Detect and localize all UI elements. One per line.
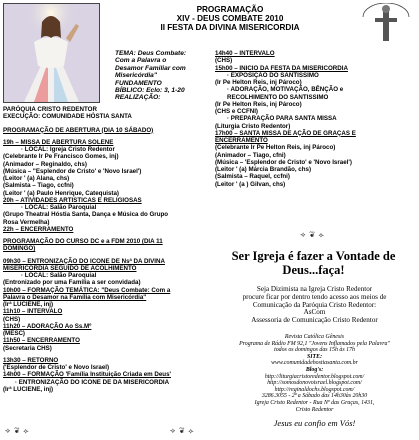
schedule-item: RECOLHIMENTO DO SANTISSIMO bbox=[227, 93, 329, 101]
contact-line: Igreja Cristo Redentor - Rua Nº das Graças, 1431, bbox=[254, 399, 375, 406]
contact-line: 3286.3055 - 2ª a Sábado das 14h30às 20h30 bbox=[261, 393, 368, 400]
schedule-item: · ADORAÇÃO, MOTIVAÇÃO, BÊNÇÃO e bbox=[227, 86, 344, 94]
blog-link[interactable]: http://somosdonovoisrael.blogspot.com/ bbox=[267, 380, 362, 387]
schedule-item: (CHS e CCFNI) bbox=[215, 108, 258, 115]
schedule-item: ('Esplendor de Cristo' e Novo Israel) bbox=[3, 364, 110, 371]
schedule-item: 11h50 – ENCERRAMENTO bbox=[3, 337, 80, 345]
divine-mercy-image bbox=[3, 3, 100, 103]
info-line: procure ficar por dentro tendo acesso aos meios de bbox=[242, 292, 387, 301]
schedule-item: ENCERRAMENTO bbox=[215, 137, 268, 144]
schedule-item: 14h00 – FORMAÇÃO 'Família Instituição Criada em Deus' bbox=[3, 371, 171, 379]
parish-logo bbox=[357, 3, 415, 43]
schedule-item: (Ir Pe Helton Reis, inj Pároco) bbox=[215, 100, 302, 108]
schedule-item: 11h20 – ADORAÇÃO Ao Ss.Mº bbox=[3, 322, 92, 330]
schedule-item: (Música – "Esplendor de Cristo' e 'Novo Israel') bbox=[3, 167, 142, 175]
schedule-item: (Entronizado por uma Família a ser convidada) bbox=[3, 279, 141, 287]
tema-line: Misericórdia" bbox=[115, 72, 157, 80]
slogan-line: Ser Igreja é fazer a Vontade de bbox=[231, 249, 396, 263]
ornament-divider: ⟢ ❦ ⟣ bbox=[5, 428, 30, 435]
dizimista-info bbox=[212, 286, 417, 325]
right-column-schedule bbox=[215, 50, 415, 188]
info-line: Seja Dizimista na Igreja Cristo Redentor bbox=[256, 285, 373, 293]
schedule-item: · ENTRONIZAÇÃO DO ICONE DE DA MISERICORDIA bbox=[15, 378, 170, 386]
schedule-item: 14h40 – INTERVALO bbox=[215, 50, 275, 57]
schedule-item: · PREPARAÇÃO PARA SANTA MISSA bbox=[227, 115, 337, 123]
curso-section-title: DOMINGO) bbox=[3, 245, 36, 253]
contact-line: Cristo Redentor bbox=[295, 406, 334, 413]
schedule-item: (Música – 'Esplendor de Cristo' e 'Novo Israel') bbox=[215, 158, 352, 166]
closing-phrase: Jesus eu confio em Vós! bbox=[273, 418, 356, 428]
schedule-item: · EXPOSIÇÃO DO SANTISSIMO bbox=[227, 71, 319, 79]
schedule-item: (Animador – Tiago, cfni) bbox=[215, 151, 286, 159]
schedule-item: MISERICÓRDIA SEGUIDO DE ACOLHIMENTO bbox=[3, 264, 137, 272]
schedule-item: · LOCAL: Salão Paroquial bbox=[21, 272, 97, 279]
schedule-item: 15h00 – INICIO DA FESTA DA MISERICORDIA bbox=[215, 64, 348, 72]
schedule-item: (Leitor ' (a ) Gilvan, chs) bbox=[215, 180, 286, 188]
schedule-item: (Liturgia Cristo Redentor) bbox=[215, 122, 291, 130]
blogs-label: Blog's: bbox=[305, 366, 324, 373]
org-line: PARÓQUIA CRISTO REDENTOR bbox=[3, 106, 97, 113]
header-festa: II FESTA DA DIVINA MISERICORDIA bbox=[160, 23, 300, 32]
schedule-item: (CHS) bbox=[3, 315, 21, 323]
schedule-item: 22h – ENCERRAMENTO bbox=[3, 225, 74, 233]
contact-line: Revista Católica Gênesis bbox=[284, 334, 345, 340]
program-header bbox=[100, 5, 360, 32]
schedule-item: Palavra o Desamor na Família com Misericórdia" bbox=[3, 293, 147, 301]
info-line: Assessoria de Comunicação Cristo Redentor bbox=[251, 316, 378, 325]
tema-line: Com a Palavra o bbox=[115, 57, 167, 65]
header-event: XIV - DEUS COMBATE 2010 bbox=[176, 14, 284, 23]
schedule-item: (Salmista – Raquel, ccfni) bbox=[215, 173, 290, 181]
site-label: SITE: bbox=[306, 353, 323, 360]
schedule-item: · LOCAL: Salão Paroquial bbox=[21, 204, 97, 211]
slogan-line: Deus...faça! bbox=[282, 263, 345, 277]
schedule-item: (Celebrante Ir Pe Francisco Gomes, inj) bbox=[3, 153, 119, 161]
schedule-item: · LOCAL: Igreja Cristo Redentor bbox=[21, 146, 115, 153]
schedule-item: 19h – MISSA DE ABERTURA SOLENE bbox=[3, 138, 114, 146]
jesus-figure-icon bbox=[4, 4, 99, 102]
contact-line: todos os domingos das 15h às 17h bbox=[274, 347, 355, 354]
curso-section-title: PROGRAMAÇÃO DO CURSO DC e a FDM 2010 (DIA 11 bbox=[3, 238, 163, 245]
schedule-item: (Irª LUCIENE, inj) bbox=[3, 301, 54, 308]
schedule-item: (Celebrante Ir Pe Helton Reis, inj Pároco) bbox=[215, 144, 336, 152]
tema-line: FUNDAMENTO bbox=[115, 79, 162, 87]
schedule-item: 10h00 – FORMAÇÃO TEMÁTICA: "Deus Combate: Com a bbox=[3, 286, 171, 294]
ornament-divider: ⟢ ❦ ⟣ bbox=[170, 428, 195, 435]
schedule-item: (MESC) bbox=[3, 330, 25, 337]
info-line: Comunicação da Paróquia Cristo Redentor: bbox=[252, 300, 377, 309]
schedule-item: 11h10 – INTERVALO bbox=[3, 308, 63, 316]
abertura-section-title: PROGRAMAÇÃO DE ABERTURA (DIA 10 SÁBADO) bbox=[3, 126, 154, 134]
slogan bbox=[211, 249, 416, 277]
contact-line: Programa de Rádio FM 92,1 "Jovens Inflamados pela Palavra" bbox=[239, 340, 390, 347]
tema-line: BÍBLICO: Eclo: 3, 1-20 bbox=[115, 87, 185, 95]
schedule-item: (Secretaria CHS) bbox=[3, 344, 52, 352]
schedule-item: (Grupo Theatral Hóstia Santa, Dança e Música do Grupo bbox=[3, 211, 169, 219]
schedule-item: Rosa Vermelha) bbox=[3, 218, 50, 226]
contact-info bbox=[212, 334, 417, 413]
schedule-item: (Leitor ' (a) Márcia Brandão, chs) bbox=[215, 166, 312, 173]
schedule-item: 17h00 – SANTA MISSA DE AÇÃO DE GRAÇAS E bbox=[215, 129, 356, 137]
schedule-item: (Ir Pe Helton Reis, inj Pároco) bbox=[215, 79, 302, 86]
schedule-item: (Leitor ' (a) Alana, chs) bbox=[3, 175, 70, 182]
site-link[interactable]: www.comunidadehostiasanta.com.br bbox=[271, 360, 358, 367]
org-line: EXECUÇÃO: COMUNIDADE HÓSTIA SANTA bbox=[3, 113, 132, 121]
tema-line: REALIZAÇÃO: bbox=[115, 94, 161, 102]
schedule-item: (Salmista – Tiago, ccfni) bbox=[3, 182, 74, 190]
info-line: AsCom bbox=[303, 308, 326, 317]
tema-line: Desamor Familiar com bbox=[115, 64, 186, 72]
schedule-item: 09h30 – ENTRONIZAÇÃO DO ICONE DE Nsª DA DIVINA bbox=[3, 257, 165, 265]
schedule-item: 20h – ATIVIDADES ARTISTICAS E RELIGIOSAS bbox=[3, 196, 142, 204]
schedule-item: 13h30 – RETORNO bbox=[3, 356, 59, 364]
schedule-item: (Irª LUCIENE, inj) bbox=[3, 385, 54, 393]
tema-line: TEMA: Deus Combate: bbox=[115, 50, 187, 57]
left-column-schedule bbox=[3, 106, 206, 393]
schedule-item: (Animador – Reginaldo, chs) bbox=[3, 160, 87, 168]
parish-logo-icon bbox=[357, 3, 415, 43]
schedule-item: (Leitor ' (a) Paulo Henrique, Catequista) bbox=[3, 189, 119, 197]
schedule-item: (CHS) bbox=[215, 57, 233, 65]
header-title: PROGRAMAÇÃO bbox=[196, 5, 264, 14]
ornament-divider: ⟢ ❦ ⟣ bbox=[300, 232, 325, 239]
blog-link[interactable]: http://reginaldochs.blogspot.com/ bbox=[274, 386, 355, 393]
blog-link[interactable]: http://liturgiacristoredentor.blogspot.com/ bbox=[264, 373, 365, 380]
